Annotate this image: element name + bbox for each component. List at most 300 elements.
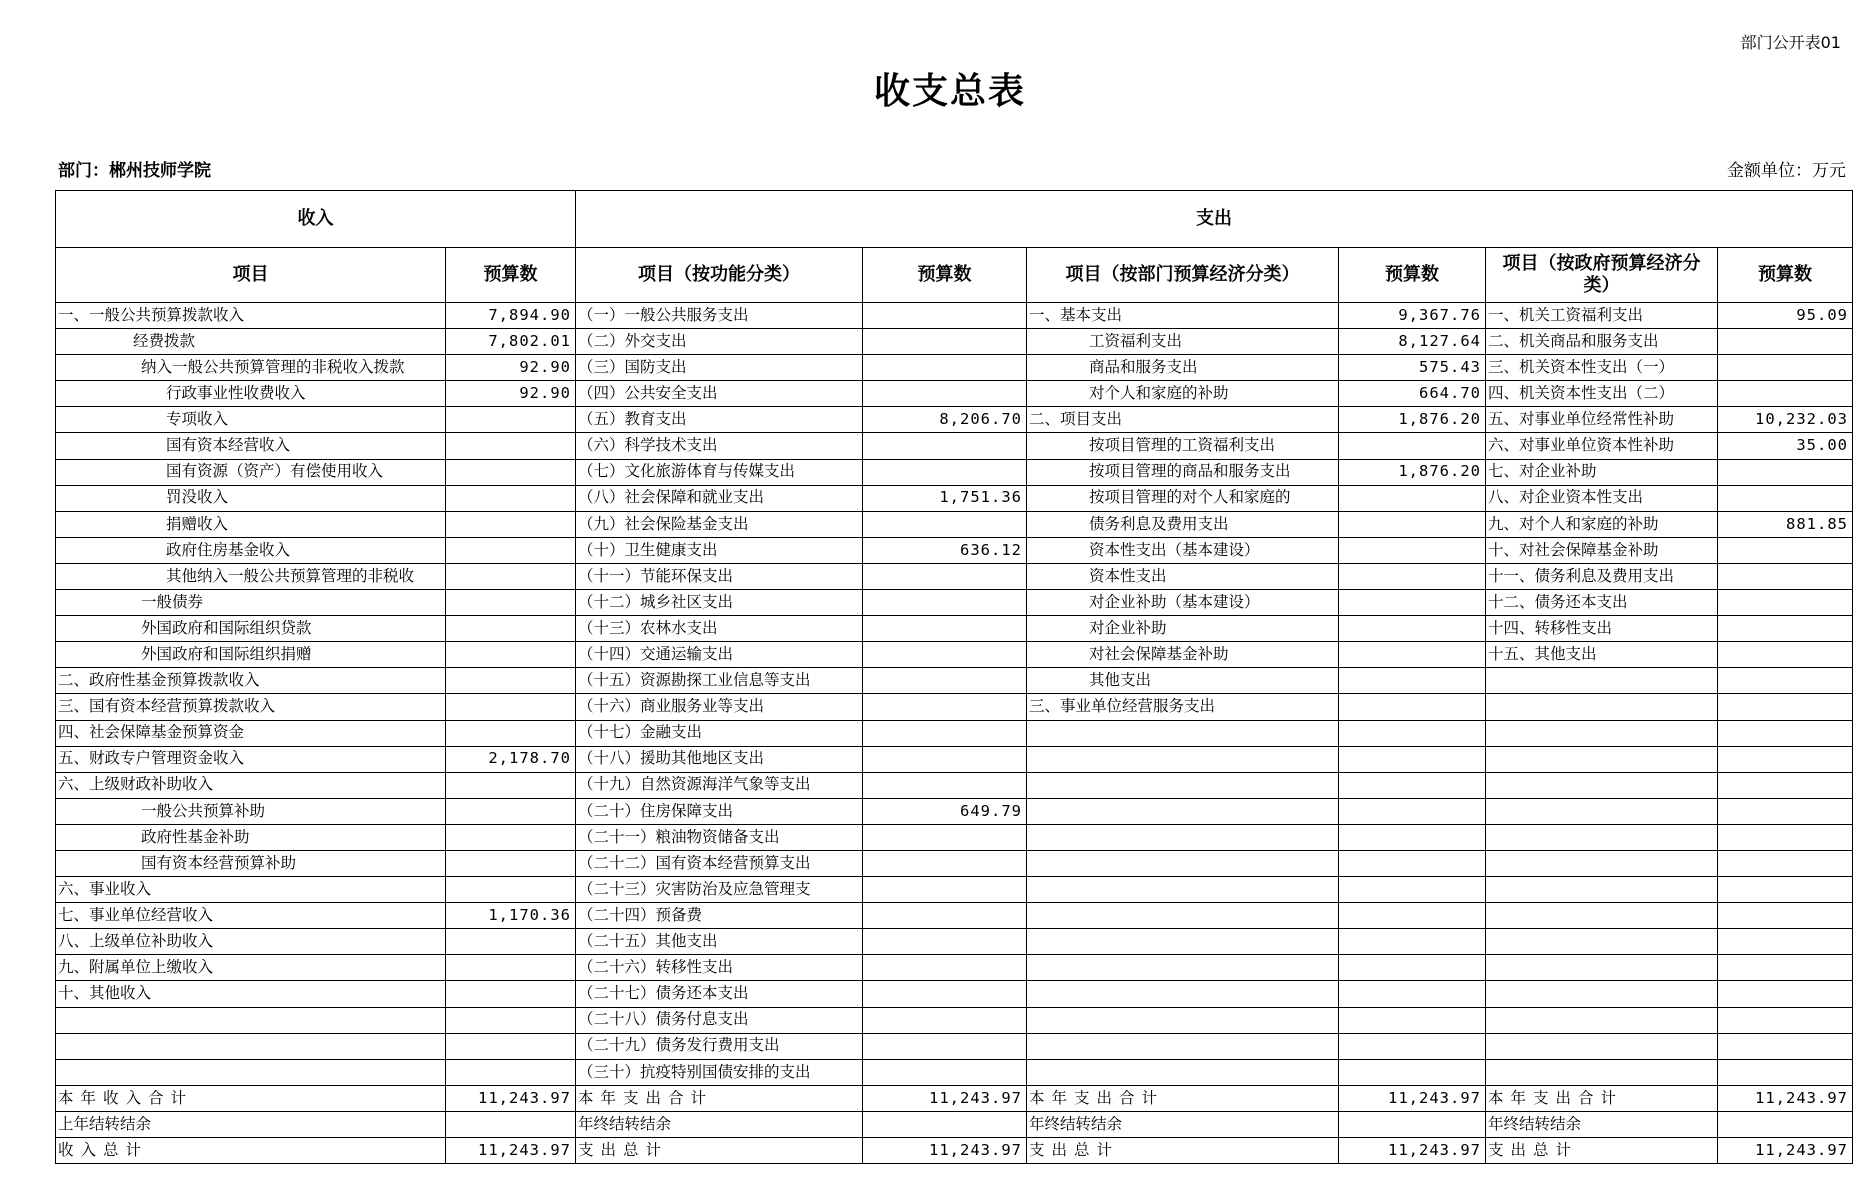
dept-economic-item-cell: 工资福利支出 xyxy=(1027,329,1339,355)
gov-economic-item-cell xyxy=(1486,746,1718,772)
gov-economic-item-cell xyxy=(1486,955,1718,981)
income-budget-header: 预算数 xyxy=(446,248,576,303)
gov-economic-item-cell: 九、对个人和家庭的补助 xyxy=(1486,511,1718,537)
department-label: 部门：郴州技师学院 xyxy=(58,161,211,181)
function-item-cell: （十二）城乡社区支出 xyxy=(576,590,863,616)
dept-economic-budget-cell xyxy=(1339,485,1486,511)
gov-economic-budget-cell xyxy=(1718,1059,1853,1085)
function-budget-cell xyxy=(863,955,1027,981)
income-budget-cell: 11,243.97 xyxy=(446,1138,576,1164)
budget-summary-table xyxy=(55,190,1853,1164)
function-item-cell: （三）国防支出 xyxy=(576,355,863,381)
table-row xyxy=(56,642,1853,668)
function-item-cell: （二十）住房保障支出 xyxy=(576,798,863,824)
dept-economic-budget-cell xyxy=(1339,433,1486,459)
dept-economic-budget-cell xyxy=(1339,1007,1486,1033)
table-row xyxy=(56,303,1853,329)
gov-economic-budget-cell xyxy=(1718,329,1853,355)
income-item-cell: 国有资本经营预算补助 xyxy=(56,850,446,876)
function-item-cell: （二十五）其他支出 xyxy=(576,929,863,955)
gov-economic-item-cell: 八、对企业资本性支出 xyxy=(1486,485,1718,511)
table-row xyxy=(56,929,1853,955)
gov-economic-budget-cell xyxy=(1718,955,1853,981)
table-row xyxy=(56,329,1853,355)
gov-economic-budget-cell xyxy=(1718,694,1853,720)
table-row xyxy=(56,981,1853,1007)
gov-economic-budget-cell xyxy=(1718,668,1853,694)
table-row xyxy=(56,511,1853,537)
income-budget-cell xyxy=(446,798,576,824)
income-item-cell: 五、财政专户管理资金收入 xyxy=(56,746,446,772)
dept-economic-budget-cell xyxy=(1339,616,1486,642)
income-item-cell: 六、事业收入 xyxy=(56,877,446,903)
function-item-cell: （十三）农林水支出 xyxy=(576,616,863,642)
income-budget-cell xyxy=(446,433,576,459)
gov-economic-item-cell xyxy=(1486,1059,1718,1085)
gov-economic-item-cell: 四、机关资本性支出（二） xyxy=(1486,381,1718,407)
function-budget-cell xyxy=(863,903,1027,929)
dept-economic-item-cell xyxy=(1027,772,1339,798)
function-budget-cell xyxy=(863,459,1027,485)
income-budget-cell xyxy=(446,1007,576,1033)
gov-economic-budget-cell xyxy=(1718,355,1853,381)
income-item-cell: 国有资源（资产）有偿使用收入 xyxy=(56,459,446,485)
gov-economic-budget-cell: 10,232.03 xyxy=(1718,407,1853,433)
income-budget-cell xyxy=(446,537,576,563)
income-item-cell: 经费拨款 xyxy=(56,329,446,355)
income-item-cell: 专项收入 xyxy=(56,407,446,433)
table-row xyxy=(56,772,1853,798)
gov-economic-budget-cell xyxy=(1718,798,1853,824)
function-item-cell: 本年支出合计 xyxy=(576,1085,863,1111)
dept-economic-item-cell xyxy=(1027,1007,1339,1033)
dept-economic-budget-cell xyxy=(1339,511,1486,537)
dept-economic-item-cell xyxy=(1027,798,1339,824)
table-row xyxy=(56,1085,1853,1111)
function-budget-cell xyxy=(863,642,1027,668)
income-budget-cell: 7,802.01 xyxy=(446,329,576,355)
gov-economic-item-cell: 十五、其他支出 xyxy=(1486,642,1718,668)
gov-economic-item-cell xyxy=(1486,824,1718,850)
gov-economic-item-cell xyxy=(1486,720,1718,746)
income-item-cell xyxy=(56,1007,446,1033)
gov-economic-budget-header: 预算数 xyxy=(1718,248,1853,303)
gov-economic-budget-cell xyxy=(1718,537,1853,563)
function-item-cell: （四）公共安全支出 xyxy=(576,381,863,407)
function-item-cell: （十八）援助其他地区支出 xyxy=(576,746,863,772)
dept-economic-budget-cell xyxy=(1339,955,1486,981)
dept-economic-item-cell: 二、项目支出 xyxy=(1027,407,1339,433)
income-budget-cell xyxy=(446,955,576,981)
function-item-cell: （十四）交通运输支出 xyxy=(576,642,863,668)
dept-economic-budget-cell xyxy=(1339,981,1486,1007)
gov-economic-item-cell: 五、对事业单位经常性补助 xyxy=(1486,407,1718,433)
dept-economic-budget-cell xyxy=(1339,1059,1486,1085)
table-row xyxy=(56,694,1853,720)
income-budget-cell xyxy=(446,511,576,537)
function-item-cell: （二十九）债务发行费用支出 xyxy=(576,1033,863,1059)
function-budget-cell xyxy=(863,563,1027,589)
income-item-cell xyxy=(56,1059,446,1085)
income-budget-cell xyxy=(446,563,576,589)
function-budget-cell xyxy=(863,590,1027,616)
expense-section-header: 支出 xyxy=(576,191,1853,248)
dept-economic-item-cell xyxy=(1027,824,1339,850)
dept-economic-budget-cell: 9,367.76 xyxy=(1339,303,1486,329)
gov-economic-budget-cell xyxy=(1718,903,1853,929)
income-budget-cell xyxy=(446,616,576,642)
dept-economic-item-cell: 商品和服务支出 xyxy=(1027,355,1339,381)
dept-economic-budget-cell xyxy=(1339,929,1486,955)
function-budget-cell xyxy=(863,511,1027,537)
income-budget-cell xyxy=(446,590,576,616)
income-budget-cell xyxy=(446,877,576,903)
dept-economic-item-cell xyxy=(1027,1033,1339,1059)
income-item-cell: 行政事业性收费收入 xyxy=(56,381,446,407)
table-row xyxy=(56,850,1853,876)
dept-economic-budget-cell xyxy=(1339,1033,1486,1059)
income-budget-cell: 11,243.97 xyxy=(446,1085,576,1111)
dept-economic-budget-cell xyxy=(1339,537,1486,563)
gov-economic-item-cell: 十四、转移性支出 xyxy=(1486,616,1718,642)
dept-economic-budget-cell xyxy=(1339,746,1486,772)
table-row xyxy=(56,903,1853,929)
function-budget-cell xyxy=(863,329,1027,355)
income-budget-cell: 7,894.90 xyxy=(446,303,576,329)
function-item-cell: （九）社会保险基金支出 xyxy=(576,511,863,537)
dept-economic-item-cell: 一、基本支出 xyxy=(1027,303,1339,329)
table-row xyxy=(56,590,1853,616)
function-item-cell: （六）科学技术支出 xyxy=(576,433,863,459)
income-budget-cell xyxy=(446,929,576,955)
dept-economic-item-cell xyxy=(1027,903,1339,929)
function-item-cell: （十）卫生健康支出 xyxy=(576,537,863,563)
gov-economic-item-header: 项目（按政府预算经济分类） xyxy=(1486,248,1718,303)
table-row xyxy=(56,1138,1853,1164)
income-item-cell: 三、国有资本经营预算拨款收入 xyxy=(56,694,446,720)
table-row xyxy=(56,720,1853,746)
function-item-cell: 年终结转结余 xyxy=(576,1111,863,1137)
function-item-cell: （七）文化旅游体育与传媒支出 xyxy=(576,459,863,485)
gov-economic-item-cell: 二、机关商品和服务支出 xyxy=(1486,329,1718,355)
dept-economic-budget-cell: 575.43 xyxy=(1339,355,1486,381)
function-budget-cell xyxy=(863,929,1027,955)
dept-economic-budget-cell xyxy=(1339,1111,1486,1137)
dept-economic-budget-cell xyxy=(1339,772,1486,798)
function-budget-cell xyxy=(863,720,1027,746)
gov-economic-budget-cell xyxy=(1718,772,1853,798)
gov-economic-budget-cell xyxy=(1718,850,1853,876)
function-item-cell: （三十）抗疫特别国债安排的支出 xyxy=(576,1059,863,1085)
gov-economic-budget-cell xyxy=(1718,720,1853,746)
dept-economic-budget-cell: 1,876.20 xyxy=(1339,459,1486,485)
gov-economic-item-cell: 三、机关资本性支出（一） xyxy=(1486,355,1718,381)
dept-economic-item-cell xyxy=(1027,850,1339,876)
function-budget-cell xyxy=(863,616,1027,642)
function-budget-cell xyxy=(863,1033,1027,1059)
function-budget-cell: 11,243.97 xyxy=(863,1138,1027,1164)
income-budget-cell: 1,170.36 xyxy=(446,903,576,929)
dept-economic-item-cell: 其他支出 xyxy=(1027,668,1339,694)
function-budget-cell xyxy=(863,1059,1027,1085)
gov-economic-budget-cell xyxy=(1718,877,1853,903)
function-budget-cell xyxy=(863,1111,1027,1137)
income-section-header: 收入 xyxy=(56,191,576,248)
dept-economic-budget-cell xyxy=(1339,720,1486,746)
gov-economic-item-cell: 七、对企业补助 xyxy=(1486,459,1718,485)
function-budget-cell xyxy=(863,433,1027,459)
function-budget-cell: 636.12 xyxy=(863,537,1027,563)
function-budget-cell xyxy=(863,877,1027,903)
dept-economic-budget-cell xyxy=(1339,824,1486,850)
function-item-header: 项目（按功能分类） xyxy=(576,248,863,303)
dept-economic-budget-cell: 11,243.97 xyxy=(1339,1138,1486,1164)
function-budget-cell: 11,243.97 xyxy=(863,1085,1027,1111)
gov-economic-item-cell xyxy=(1486,798,1718,824)
income-item-cell: 外国政府和国际组织捐赠 xyxy=(56,642,446,668)
gov-economic-item-cell xyxy=(1486,903,1718,929)
income-item-cell: 国有资本经营收入 xyxy=(56,433,446,459)
income-budget-cell xyxy=(446,1111,576,1137)
function-item-cell: （十六）商业服务业等支出 xyxy=(576,694,863,720)
income-budget-cell xyxy=(446,981,576,1007)
dept-economic-item-cell xyxy=(1027,981,1339,1007)
dept-economic-budget-cell xyxy=(1339,668,1486,694)
function-budget-cell xyxy=(863,668,1027,694)
income-budget-cell xyxy=(446,407,576,433)
dept-economic-item-cell: 按项目管理的商品和服务支出 xyxy=(1027,459,1339,485)
dept-economic-budget-cell xyxy=(1339,590,1486,616)
dept-economic-item-cell: 年终结转结余 xyxy=(1027,1111,1339,1137)
function-budget-cell xyxy=(863,694,1027,720)
gov-economic-budget-cell xyxy=(1718,459,1853,485)
income-item-cell: 二、政府性基金预算拨款收入 xyxy=(56,668,446,694)
function-budget-cell xyxy=(863,381,1027,407)
income-item-cell: 本年收入合计 xyxy=(56,1085,446,1111)
gov-economic-budget-cell xyxy=(1718,590,1853,616)
income-item-cell: 捐赠收入 xyxy=(56,511,446,537)
gov-economic-item-cell: 十二、债务还本支出 xyxy=(1486,590,1718,616)
gov-economic-item-cell: 本年支出合计 xyxy=(1486,1085,1718,1111)
function-budget-cell xyxy=(863,1007,1027,1033)
gov-economic-budget-cell: 11,243.97 xyxy=(1718,1138,1853,1164)
gov-economic-budget-cell xyxy=(1718,929,1853,955)
function-item-cell: （一）一般公共服务支出 xyxy=(576,303,863,329)
dept-economic-item-cell xyxy=(1027,720,1339,746)
income-budget-cell: 92.90 xyxy=(446,381,576,407)
income-item-cell: 政府性基金补助 xyxy=(56,824,446,850)
function-item-cell: （二十三）灾害防治及应急管理支 xyxy=(576,877,863,903)
table-row xyxy=(56,537,1853,563)
function-item-cell: （二十八）债务付息支出 xyxy=(576,1007,863,1033)
dept-economic-item-cell: 支出总计 xyxy=(1027,1138,1339,1164)
gov-economic-item-cell xyxy=(1486,850,1718,876)
gov-economic-item-cell: 一、机关工资福利支出 xyxy=(1486,303,1718,329)
dept-economic-item-cell: 对企业补助（基本建设） xyxy=(1027,590,1339,616)
dept-economic-budget-cell xyxy=(1339,563,1486,589)
amount-unit-label: 金额单位：万元 xyxy=(1727,161,1846,181)
dept-economic-item-cell: 三、事业单位经营服务支出 xyxy=(1027,694,1339,720)
form-number: 部门公开表01 xyxy=(1740,33,1841,52)
gov-economic-item-cell: 支出总计 xyxy=(1486,1138,1718,1164)
gov-economic-item-cell xyxy=(1486,1033,1718,1059)
gov-economic-budget-cell xyxy=(1718,981,1853,1007)
function-item-cell: （十七）金融支出 xyxy=(576,720,863,746)
gov-economic-budget-cell xyxy=(1718,563,1853,589)
function-item-cell: （二十二）国有资本经营预算支出 xyxy=(576,850,863,876)
income-item-cell: 七、事业单位经营收入 xyxy=(56,903,446,929)
function-budget-cell xyxy=(863,772,1027,798)
function-item-cell: （二）外交支出 xyxy=(576,329,863,355)
function-budget-cell: 8,206.70 xyxy=(863,407,1027,433)
table-row xyxy=(56,355,1853,381)
gov-economic-item-cell xyxy=(1486,1007,1718,1033)
table-row xyxy=(56,746,1853,772)
function-item-cell: （十一）节能环保支出 xyxy=(576,563,863,589)
table-row xyxy=(56,1111,1853,1137)
function-budget-header: 预算数 xyxy=(863,248,1027,303)
income-budget-cell xyxy=(446,459,576,485)
function-item-cell: （二十六）转移性支出 xyxy=(576,955,863,981)
page-title: 收支总表 xyxy=(873,71,1026,112)
dept-economic-budget-cell xyxy=(1339,694,1486,720)
income-item-cell: 一般债券 xyxy=(56,590,446,616)
table-row xyxy=(56,668,1853,694)
dept-economic-item-cell: 对社会保障基金补助 xyxy=(1027,642,1339,668)
function-budget-cell xyxy=(863,824,1027,850)
gov-economic-budget-cell: 35.00 xyxy=(1718,433,1853,459)
gov-economic-budget-cell: 95.09 xyxy=(1718,303,1853,329)
function-item-cell: （二十一）粮油物资储备支出 xyxy=(576,824,863,850)
function-item-cell: （八）社会保障和就业支出 xyxy=(576,485,863,511)
function-item-cell: （二十四）预备费 xyxy=(576,903,863,929)
dept-economic-item-cell xyxy=(1027,1059,1339,1085)
dept-economic-item-cell xyxy=(1027,955,1339,981)
function-item-cell: 支出总计 xyxy=(576,1138,863,1164)
income-item-cell: 收入总计 xyxy=(56,1138,446,1164)
table-row xyxy=(56,877,1853,903)
table-row xyxy=(56,798,1853,824)
income-item-cell: 八、上级单位补助收入 xyxy=(56,929,446,955)
table-row xyxy=(56,1007,1853,1033)
table-row xyxy=(56,459,1853,485)
dept-economic-item-cell: 本年支出合计 xyxy=(1027,1085,1339,1111)
gov-economic-budget-cell xyxy=(1718,642,1853,668)
function-budget-cell xyxy=(863,981,1027,1007)
income-item-cell xyxy=(56,1033,446,1059)
gov-economic-item-cell xyxy=(1486,772,1718,798)
function-item-cell: （五）教育支出 xyxy=(576,407,863,433)
function-item-cell: （十九）自然资源海洋气象等支出 xyxy=(576,772,863,798)
dept-economic-item-cell: 对个人和家庭的补助 xyxy=(1027,381,1339,407)
gov-economic-budget-cell xyxy=(1718,1033,1853,1059)
function-budget-cell: 1,751.36 xyxy=(863,485,1027,511)
income-item-cell: 纳入一般公共预算管理的非税收入拨款 xyxy=(56,355,446,381)
gov-economic-budget-cell: 11,243.97 xyxy=(1718,1085,1853,1111)
income-budget-cell xyxy=(446,694,576,720)
gov-economic-budget-cell xyxy=(1718,381,1853,407)
dept-economic-item-header: 项目（按部门预算经济分类） xyxy=(1027,248,1339,303)
dept-economic-budget-cell xyxy=(1339,903,1486,929)
table-row xyxy=(56,1033,1853,1059)
income-item-cell: 十、其他收入 xyxy=(56,981,446,1007)
dept-economic-item-cell xyxy=(1027,746,1339,772)
dept-economic-item-cell: 资本性支出（基本建设） xyxy=(1027,537,1339,563)
income-item-cell: 政府住房基金收入 xyxy=(56,537,446,563)
dept-economic-item-cell: 按项目管理的对个人和家庭的 xyxy=(1027,485,1339,511)
gov-economic-budget-cell xyxy=(1718,485,1853,511)
table-row xyxy=(56,824,1853,850)
table-row xyxy=(56,433,1853,459)
dept-economic-budget-cell xyxy=(1339,877,1486,903)
income-item-cell: 上年结转结余 xyxy=(56,1111,446,1137)
function-budget-cell xyxy=(863,850,1027,876)
income-item-cell: 罚没收入 xyxy=(56,485,446,511)
dept-economic-budget-cell: 8,127.64 xyxy=(1339,329,1486,355)
gov-economic-item-cell xyxy=(1486,929,1718,955)
income-budget-cell: 92.90 xyxy=(446,355,576,381)
table-row xyxy=(56,485,1853,511)
gov-economic-item-cell xyxy=(1486,877,1718,903)
income-budget-cell xyxy=(446,642,576,668)
dept-economic-item-cell: 对企业补助 xyxy=(1027,616,1339,642)
function-budget-cell xyxy=(863,355,1027,381)
gov-economic-item-cell xyxy=(1486,694,1718,720)
income-budget-cell xyxy=(446,668,576,694)
income-item-cell: 六、上级财政补助收入 xyxy=(56,772,446,798)
dept-economic-budget-cell: 11,243.97 xyxy=(1339,1085,1486,1111)
income-budget-cell xyxy=(446,1033,576,1059)
table-row xyxy=(56,381,1853,407)
dept-economic-item-cell xyxy=(1027,877,1339,903)
table-row xyxy=(56,955,1853,981)
income-item-cell: 四、社会保障基金预算资金 xyxy=(56,720,446,746)
gov-economic-item-cell xyxy=(1486,668,1718,694)
gov-economic-budget-cell xyxy=(1718,824,1853,850)
dept-economic-item-cell: 按项目管理的工资福利支出 xyxy=(1027,433,1339,459)
income-item-cell: 外国政府和国际组织贷款 xyxy=(56,616,446,642)
dept-economic-budget-cell xyxy=(1339,850,1486,876)
function-item-cell: （二十七）债务还本支出 xyxy=(576,981,863,1007)
function-budget-cell xyxy=(863,303,1027,329)
dept-economic-budget-cell xyxy=(1339,642,1486,668)
income-item-cell: 九、附属单位上缴收入 xyxy=(56,955,446,981)
dept-economic-budget-cell: 1,876.20 xyxy=(1339,407,1486,433)
table-row xyxy=(56,1059,1853,1085)
income-budget-cell: 2,178.70 xyxy=(446,746,576,772)
gov-economic-budget-cell xyxy=(1718,616,1853,642)
gov-economic-item-cell: 十、对社会保障基金补助 xyxy=(1486,537,1718,563)
gov-economic-item-cell xyxy=(1486,981,1718,1007)
dept-economic-item-cell: 债务利息及费用支出 xyxy=(1027,511,1339,537)
gov-economic-item-cell: 六、对事业单位资本性补助 xyxy=(1486,433,1718,459)
income-budget-cell xyxy=(446,485,576,511)
income-item-cell: 其他纳入一般公共预算管理的非税收 xyxy=(56,563,446,589)
dept-economic-budget-header: 预算数 xyxy=(1339,248,1486,303)
income-budget-cell xyxy=(446,1059,576,1085)
income-budget-cell xyxy=(446,850,576,876)
dept-economic-item-cell: 资本性支出 xyxy=(1027,563,1339,589)
income-item-cell: 一、一般公共预算拨款收入 xyxy=(56,303,446,329)
gov-economic-budget-cell xyxy=(1718,746,1853,772)
income-item-cell: 一般公共预算补助 xyxy=(56,798,446,824)
income-budget-cell xyxy=(446,772,576,798)
function-budget-cell: 649.79 xyxy=(863,798,1027,824)
income-item-header: 项目 xyxy=(56,248,446,303)
table-row xyxy=(56,407,1853,433)
gov-economic-item-cell: 十一、债务利息及费用支出 xyxy=(1486,563,1718,589)
income-budget-cell xyxy=(446,720,576,746)
